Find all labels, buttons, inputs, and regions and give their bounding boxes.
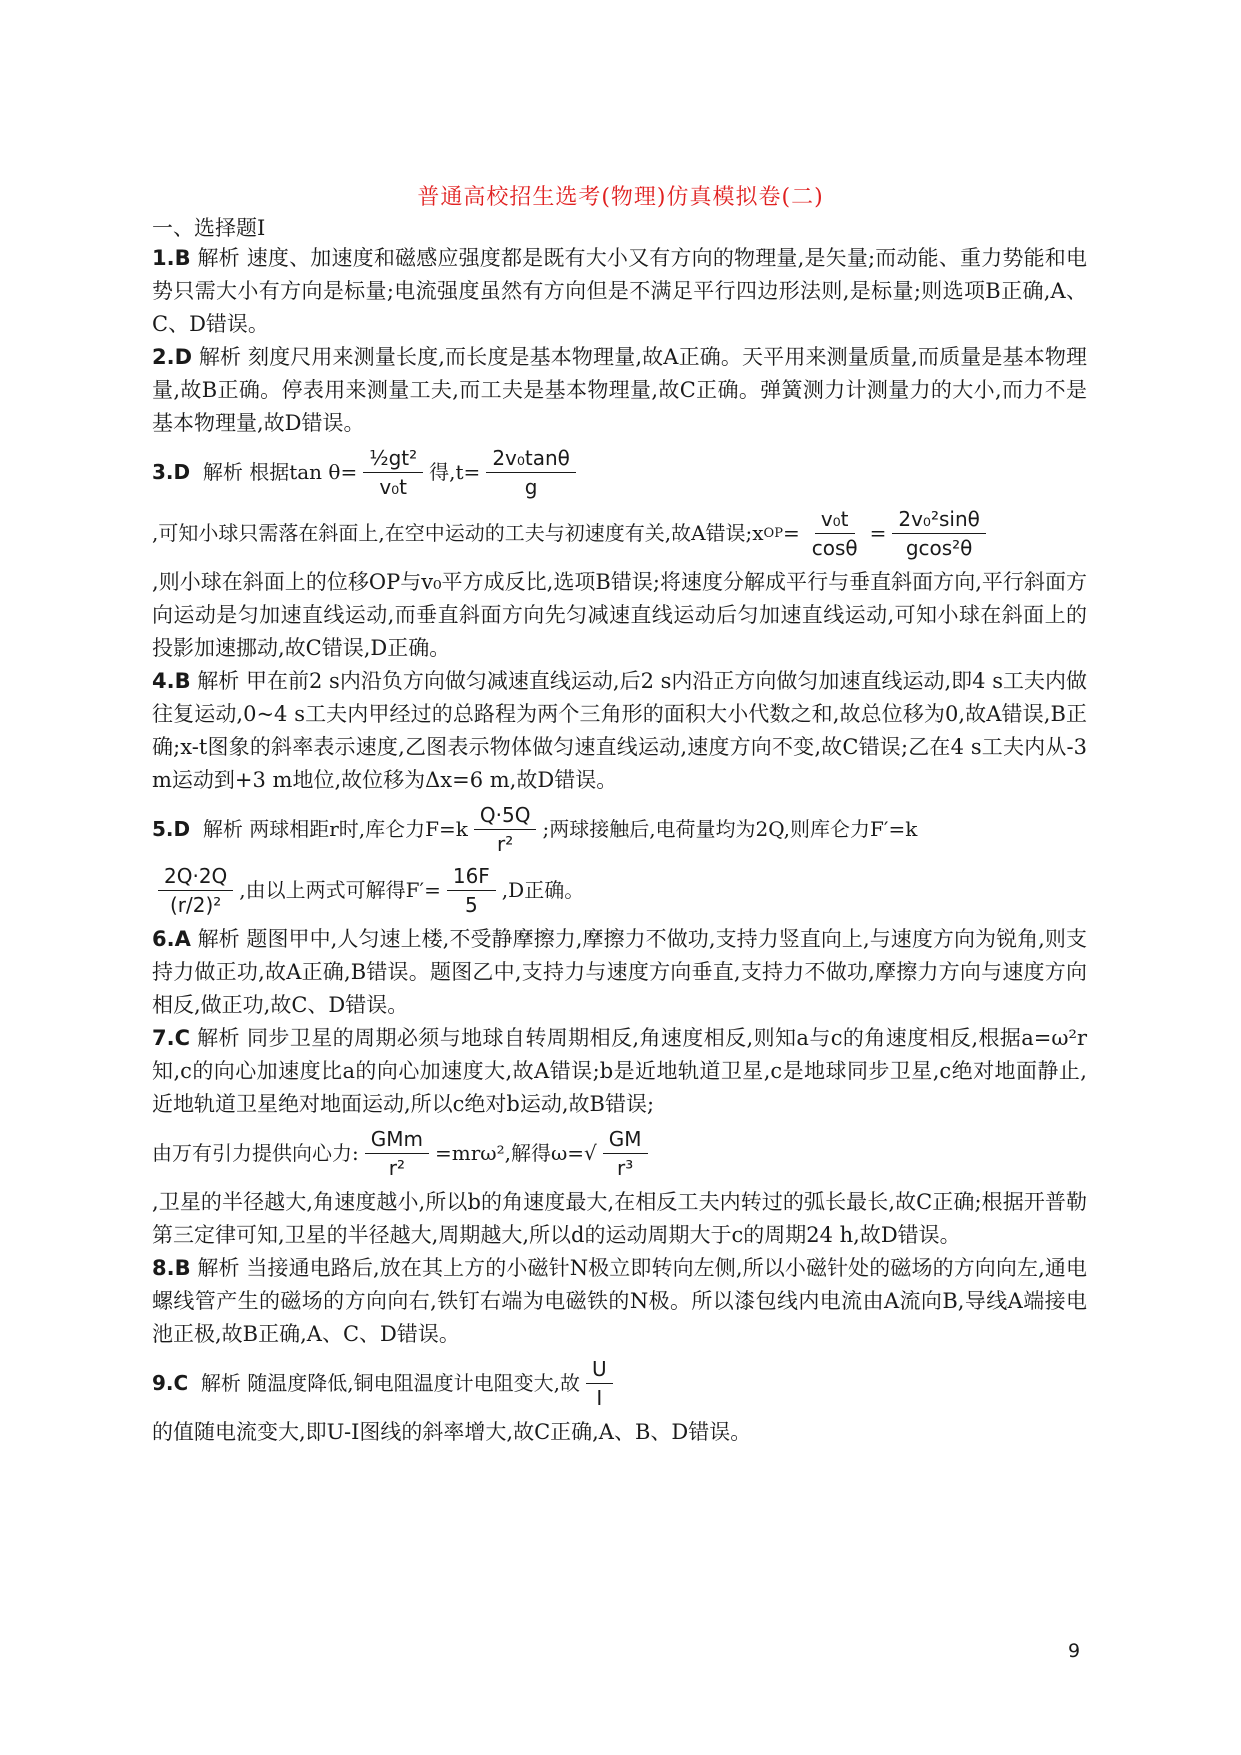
- page-number: 9: [1068, 1640, 1081, 1662]
- answer-text: ,D正确。: [501, 878, 585, 902]
- fraction: $\frac{2Q\cdot 2Q}{\text{(r/2)²}}$: [158, 862, 233, 919]
- answer-text: 解析 题图甲中,人匀速上楼,不受静摩擦力,摩擦力不做功,支持力竖直向上,与速度方向为锐角,则支持力做正功,故A正确,B错误。题图乙中,支持力与速度方向垂直,支持力不做功,摩擦力方向与速度方向相反,做正功,故C、D错误。: [152, 927, 1087, 1017]
- answer-text: 由万有引力提供向心力:: [152, 1141, 359, 1165]
- answer-item: [152, 1022, 1087, 1252]
- fraction: $\frac{\text{v₀t}}{\cos\theta}$: [811, 507, 858, 560]
- answer-item: [152, 665, 1087, 797]
- answer-text: 解析 根据tan θ=: [202, 460, 358, 484]
- answer-text: 解析 同步卫星的周期必须与地球自转周期相反,角速度相反,则知a与c的角速度相反,根据a=ω²r知,c的向心加速度比a的向心加速度大,故A错误;b是近地轨道卫星,c是地球同步卫星,c绝对地面静止,近地轨道卫星绝对地面运动,所以c绝对b运动,故B错误;: [152, 1026, 1087, 1116]
- answer-item: [152, 923, 1087, 1022]
- answer-text: ,可知小球只需落在斜面上,在空中运动的工夫与初速度有关,故A错误;x: [152, 521, 764, 545]
- answer-item: 3.D 解析 根据tan θ= $\frac{\text{½gt²}}{\text{v₀t}}$ 得,t= $\frac{\text{2v₀tanθ}}{g}$ ,可知小球只需落在斜面上,在空中运动的工夫与初速度有关,故A错误;x OP = $\frac{\text{v₀t}}{\cos\theta}$ = $\frac{\text{2v₀²sinθ}}{\text{gcos²θ}}$ ,则小球在斜面上的位移OP与v₀平方成反比,选项B错误;将速度分解成平行与垂直斜面方向,平行斜面方向运动是匀加速直线运动,而垂直斜面方向先匀减速直线运动后匀加速直线运动,可知小球在斜面上的投影加速挪动,故C错误,D正确。: [152, 446, 1087, 660]
- answer-text: =mrω²,解得ω=√: [435, 1141, 597, 1165]
- answer-item: [152, 801, 1087, 919]
- fraction: $\frac{16F}{5}$: [447, 862, 496, 919]
- answer-item: [152, 242, 1087, 341]
- answer-text: 的值随电流变大,即U-I图线的斜率增大,故C正确,A、B、D错误。: [152, 1420, 752, 1444]
- fraction: $\frac{GM}{\text{r³}}$: [603, 1125, 648, 1182]
- answer-text: ,由以上两式可解得F′=: [239, 878, 441, 902]
- answer-text: 解析 两球相距r时,库仑力F=k: [202, 817, 468, 841]
- document-title: 普通高校招生选考(物理)仿真模拟卷(二): [417, 185, 824, 210]
- answer-number: 8.B: [152, 1256, 191, 1280]
- answer-text: 解析 速度、加速度和磁感应强度都是既有大小又有方向的物理量,是矢量;而动能、重力势能和电势只需大小有方向是标量;电流强度虽然有方向但是不满足平行四边形法则,是标量;则选项B正确,A、C、D错误。: [152, 246, 1087, 336]
- fraction: $\frac{\text{2v₀²sinθ}}{\text{gcos²θ}}$: [892, 505, 985, 562]
- answer-text: 得,t=: [429, 460, 481, 484]
- fraction: $\frac{\text{2v₀tanθ}}{g}$: [486, 444, 576, 501]
- answer-number: 7.C: [152, 1026, 191, 1050]
- fraction: $\frac{\text{GMm}}{\text{r²}}$: [365, 1125, 429, 1182]
- answer-item: [152, 1355, 1087, 1449]
- answer-text: 解析 当接通电路后,放在其上方的小磁针N极立即转向左侧,所以小磁针处的磁场的方向向左,通电螺线管产生的磁场的方向向右,铁钉右端为电磁铁的N极。所以漆包线内电流由A流向B,导线A端接电池正极,故B正确,A、C、D错误。: [152, 1256, 1087, 1346]
- answer-number: 3.D: [152, 460, 191, 484]
- answer-number: 2.D: [152, 345, 193, 369]
- answer-text: 解析 甲在前2 s内沿负方向做匀减速直线运动,后2 s内沿正方向做匀加速直线运动,即4 s工夫内做往复运动,0~4 s工夫内甲经过的总路程为两个三角形的面积大小代数之和,故总位移为0,故A错误,B正确;x-t图象的斜率表示速度,乙图表示物体做匀速直线运动,速度方向不变,故C错误;乙在4 s工夫内从-3 m运动到+3 m地位,故位移为Δx=6 m,故D错误。: [152, 669, 1087, 792]
- answer-item: [152, 341, 1087, 440]
- fraction: $\frac{\text{½gt²}}{\text{v₀t}}$: [363, 444, 423, 501]
- answer-text: ;两球接触后,电荷量均为2Q,则库仑力F′=k: [542, 817, 918, 841]
- answer-text: ,卫星的半径越大,角速度越小,所以b的角速度最大,在相反工夫内转过的弧长最长,故C正确;根据开普勒第三定律可知,卫星的半径越大,周期越大,所以d的运动周期大于c的周期24 h,故D错误。: [152, 1190, 1087, 1247]
- answer-text: 解析 随温度降低,铜电阻温度计电阻变大,故: [200, 1371, 580, 1395]
- answer-number: 9.C: [152, 1371, 189, 1395]
- answer-number: 6.A: [152, 927, 191, 951]
- answer-number: 1.B: [152, 246, 191, 270]
- answer-item: [152, 1252, 1087, 1351]
- fraction: $\frac{U}{I}$: [586, 1355, 613, 1412]
- section-heading: 一、选择题Ⅰ: [152, 216, 266, 240]
- answer-text: ,则小球在斜面上的位移OP与v₀平方成反比,选项B错误;将速度分解成平行与垂直斜面方向,平行斜面方向运动是匀加速直线运动,而垂直斜面方向先匀减速直线运动后匀加速直线运动,可知小球在斜面上的投影加速挪动,故C错误,D正确。: [152, 570, 1087, 660]
- answer-text: 解析 刻度尺用来测量长度,而长度是基本物理量,故A正确。天平用来测量质量,而质量是基本物理量,故B正确。停表用来测量工夫,而工夫是基本物理量,故C正确。弹簧测力计测量力的大小,而力不是基本物理量,故D错误。: [152, 345, 1087, 435]
- answer-number: 5.D: [152, 817, 191, 841]
- answer-number: 4.B: [152, 669, 191, 693]
- subscript: OP: [763, 526, 783, 541]
- fraction: $\frac{Q\cdot 5Q}{\text{r²}}$: [474, 801, 537, 858]
- answers-list: [152, 242, 1087, 1449]
